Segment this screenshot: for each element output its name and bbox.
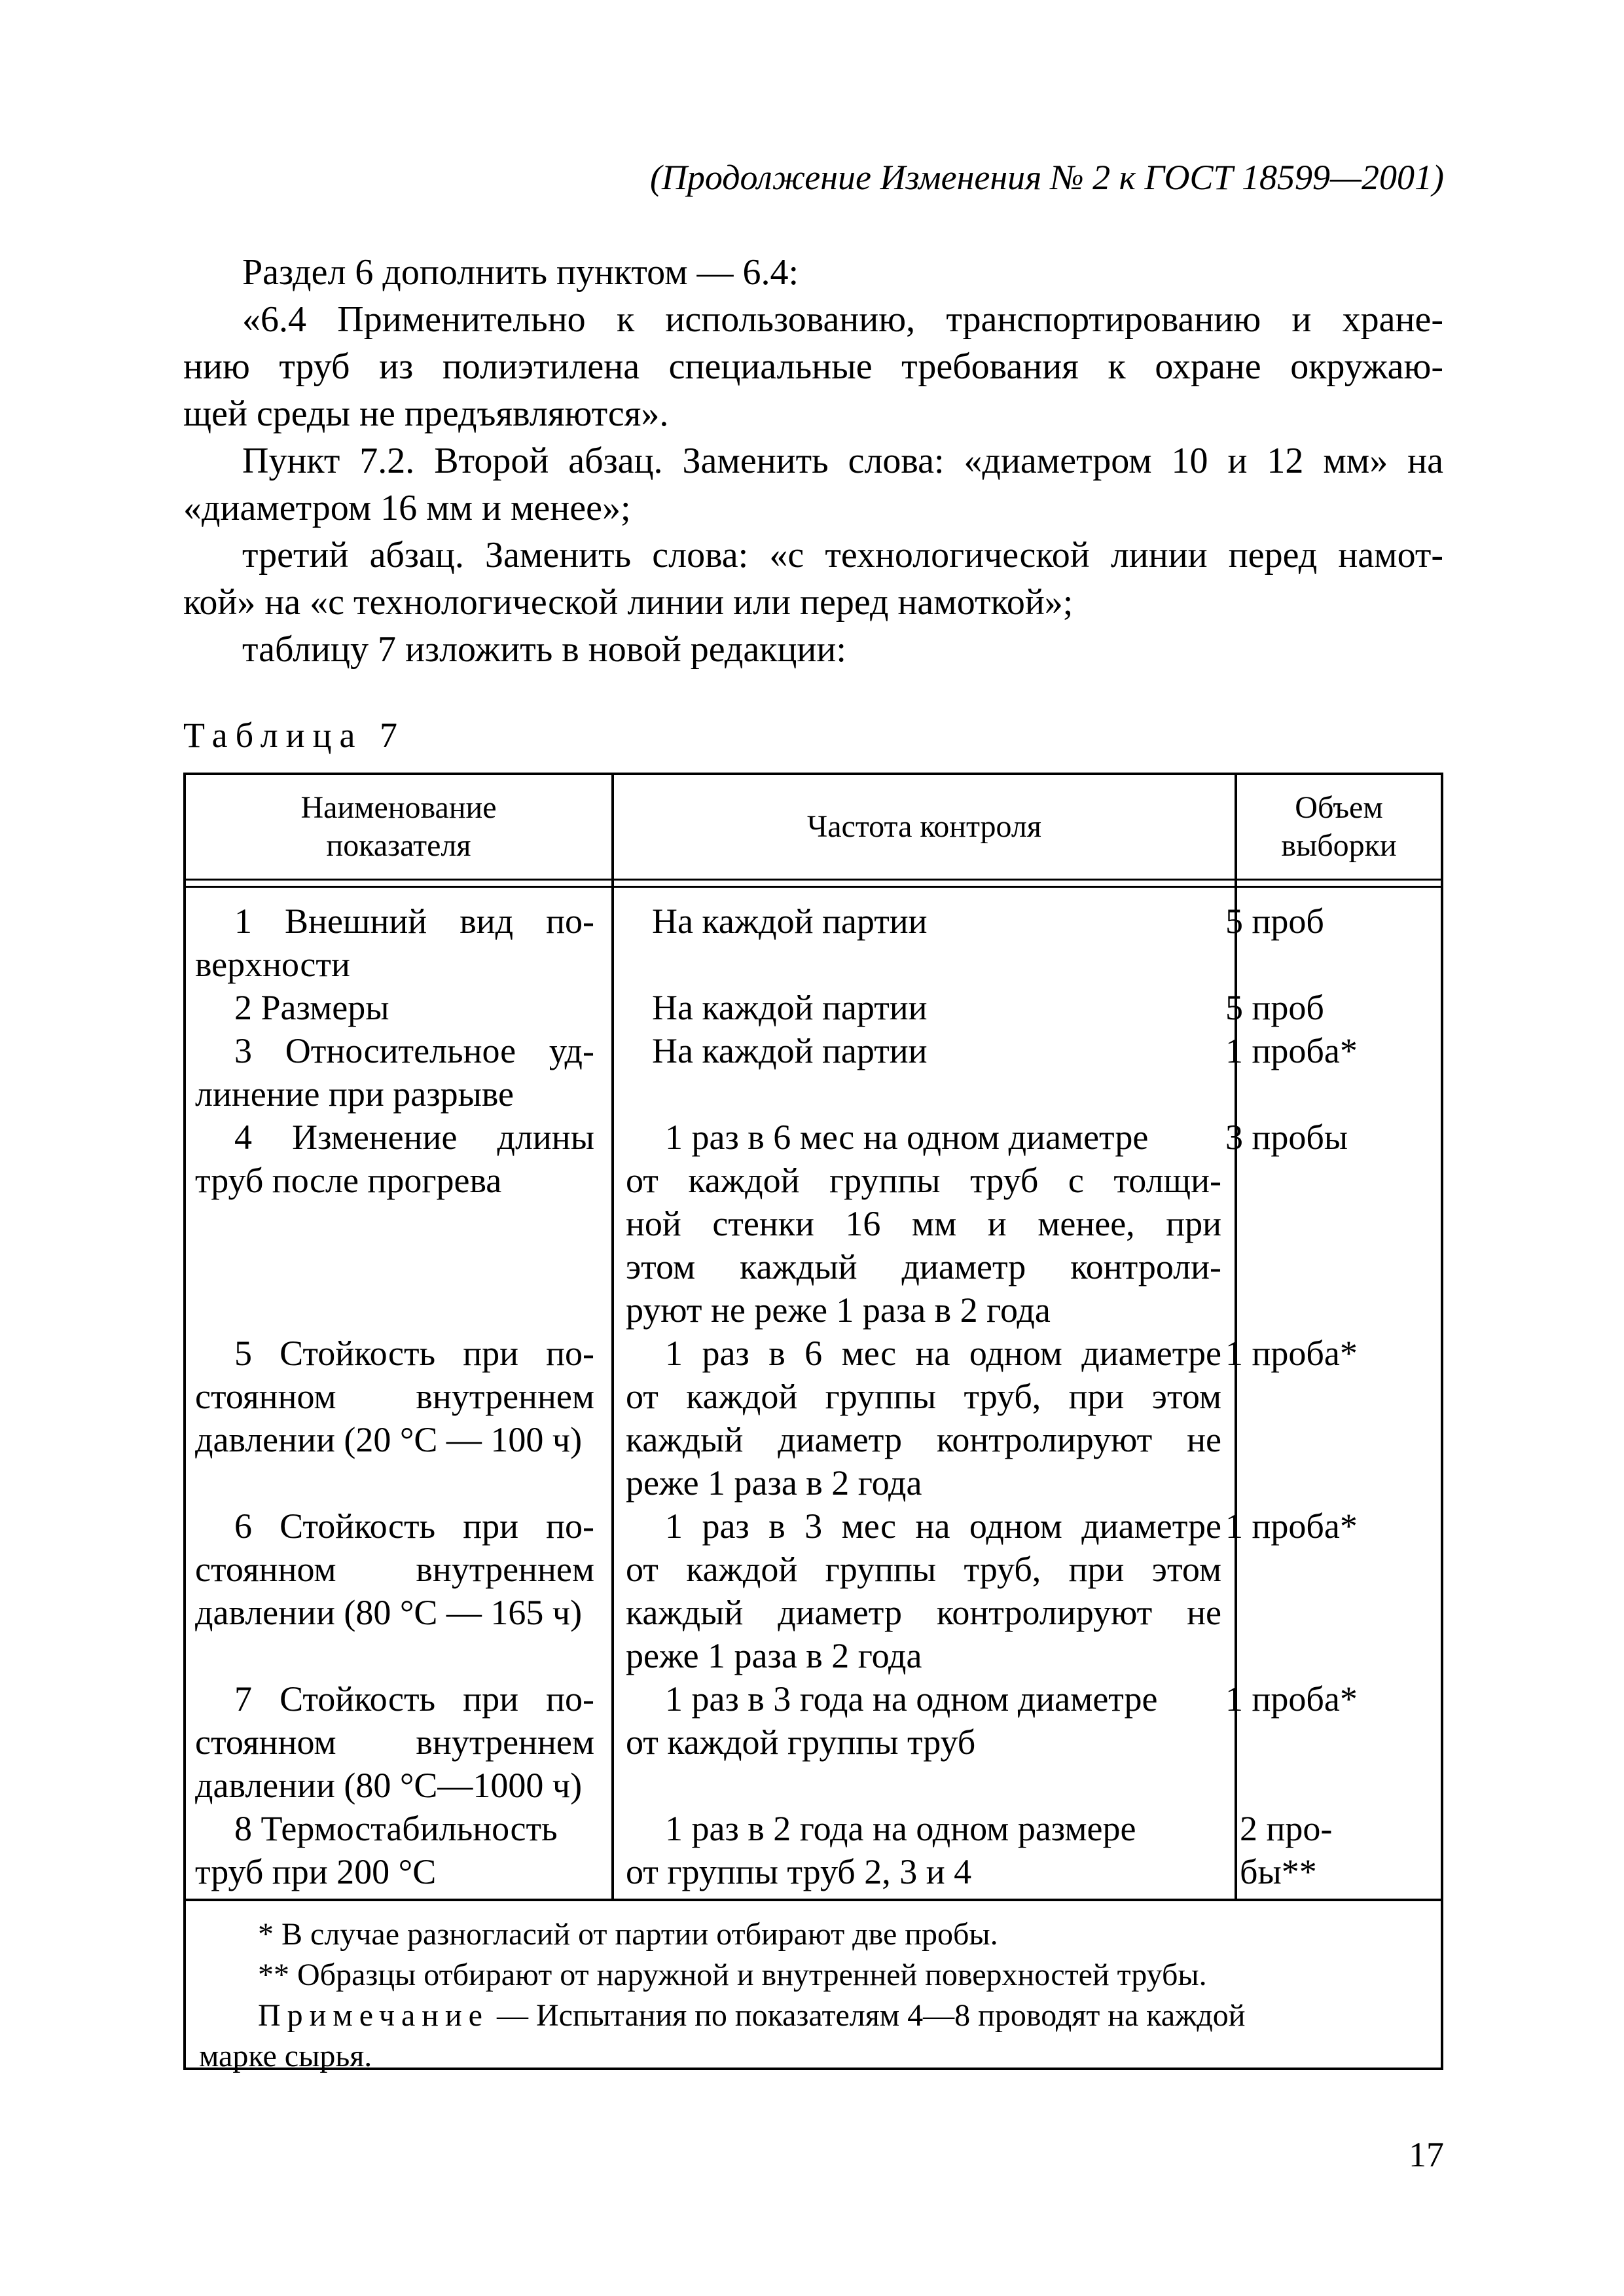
indicator-name-cell: 3 Относительное уд- линение при разрыве xyxy=(195,1031,594,1114)
table-notes xyxy=(199,1914,1430,2077)
header-double-rule xyxy=(186,879,1441,888)
paragraph-7-2: Пункт 7.2. Второй абзац. Заменить слова: «диаметром 10 и 12 мм» на xyxy=(242,441,1443,481)
sample-size-cell: 5 проб xyxy=(1225,988,1324,1027)
sample-size-cell: 5 проб xyxy=(1225,902,1324,941)
control-frequency-cell: На каждой партии xyxy=(652,902,928,941)
table-row xyxy=(186,1504,1441,1677)
notes-divider xyxy=(186,1899,1441,1901)
header-indicator-name: Наименование показателя xyxy=(300,790,497,863)
control-frequency-cell: 1 раз в 6 мес на одном диаметре от каждой группы труб с толщи- ной стенки 16 мм и менее, при этом каждый диаметр контроли- руют не реже 1 раза в 2 года xyxy=(626,1118,1221,1330)
indicator-name-cell: 1 Внешний вид по- верхности xyxy=(195,902,594,984)
note-3: Примечание — Испытания по показателям 4—8 проводят на каждой xyxy=(258,1998,1246,2033)
paragraph-6-4: «6.4 Применительно к использованию, транспортированию и хране- xyxy=(242,299,1443,340)
table-body xyxy=(186,900,1441,1893)
header-control-frequency: Частота контроля xyxy=(807,809,1041,844)
table-row xyxy=(186,1807,1441,1893)
control-frequency-cell: На каждой партии xyxy=(652,1031,928,1070)
note-2: ** Образцы отбирают от наружной и внутренней поверхностей трубы. xyxy=(258,1958,1207,1992)
sample-size-cell: 1 проба* xyxy=(1225,1334,1358,1373)
indicator-name-cell: 5 Стойкость при по- стоянном внутреннем давлении (20 °С — 100 ч) xyxy=(195,1334,594,1459)
indicator-name-cell: 2 Размеры xyxy=(234,988,389,1027)
control-frequency-cell: 1 раз в 2 года на одном размере от группы труб 2, 3 и 4 xyxy=(626,1809,1136,1891)
control-frequency-cell: 1 раз в 3 мес на одном диаметре от каждой группы труб, при этом каждый диаметр контролируют не реже 1 раза в 2 года xyxy=(626,1506,1221,1675)
indicator-name-cell: 8 Термостабильность труб при 200 °С xyxy=(195,1809,558,1891)
table-row xyxy=(186,1116,1441,1332)
page-number: 17 xyxy=(1409,2135,1444,2174)
table-7 xyxy=(183,773,1443,2073)
indicator-name-cell: 6 Стойкость при по- стоянном внутреннем давлении (80 °С — 165 ч) xyxy=(195,1506,594,1632)
sample-size-cell: 1 проба* xyxy=(1225,1031,1358,1070)
body-text: Раздел 6 дополнить пунктом — 6.4: «6.4 Применительно к использованию, транспортированию и хране- нию труб из полиэтилена специальные требования к охране окружаю- щей среды не предъявляются». Пункт 7.2. Второй абзац. Заменить слова: «диаметром 10 и 12 мм» на «диаметром 16 мм и менее»; третий абзац. Заменить слова: «с технологической линии перед намот- кой» на «с технологической линии или перед намоткой»; таблицу 7 изложить в новой редакции: xyxy=(183,249,1443,673)
header-sample-size: Объем выборки xyxy=(1281,790,1397,863)
paragraph-third: третий абзац. Заменить слова: «с технологической линии перед намот- xyxy=(242,535,1443,575)
sample-size-cell: 2 про- бы** xyxy=(1240,1809,1333,1891)
note-3-continued: марке сырья. xyxy=(199,2039,372,2073)
table-row xyxy=(186,1677,1441,1807)
note-1: * В случае разногласий от партии отбирают две пробы. xyxy=(258,1917,998,1952)
indicator-name-cell: 7 Стойкость при по- стоянном внутреннем давлении (80 °С—1000 ч) xyxy=(195,1679,594,1805)
paragraph-section-6: Раздел 6 дополнить пунктом — 6.4: xyxy=(242,252,799,293)
table-row xyxy=(186,1029,1441,1116)
control-frequency-cell: 1 раз в 6 мес на одном диаметре от каждой группы труб, при этом каждый диаметр контролируют не реже 1 раза в 2 года xyxy=(626,1334,1221,1503)
running-head: (Продолжение Изменения № 2 к ГОСТ 18599—2001) xyxy=(649,158,1444,197)
sample-size-cell: 1 проба* xyxy=(1225,1506,1358,1546)
control-frequency-cell: 1 раз в 3 года на одном диаметре от каждой группы труб xyxy=(626,1679,1158,1762)
table-row xyxy=(186,986,1441,1029)
table-row xyxy=(186,1332,1441,1504)
control-frequency-cell: На каждой партии xyxy=(652,988,928,1027)
paragraph-table-intro: таблицу 7 изложить в новой редакции: xyxy=(242,629,846,670)
table-row xyxy=(186,900,1441,986)
sample-size-cell: 3 пробы xyxy=(1225,1118,1348,1157)
table-caption: Таблица 7 xyxy=(183,716,405,755)
sample-size-cell: 1 проба* xyxy=(1225,1679,1358,1719)
indicator-name-cell: 4 Изменение длины труб после прогрева xyxy=(195,1118,594,1200)
